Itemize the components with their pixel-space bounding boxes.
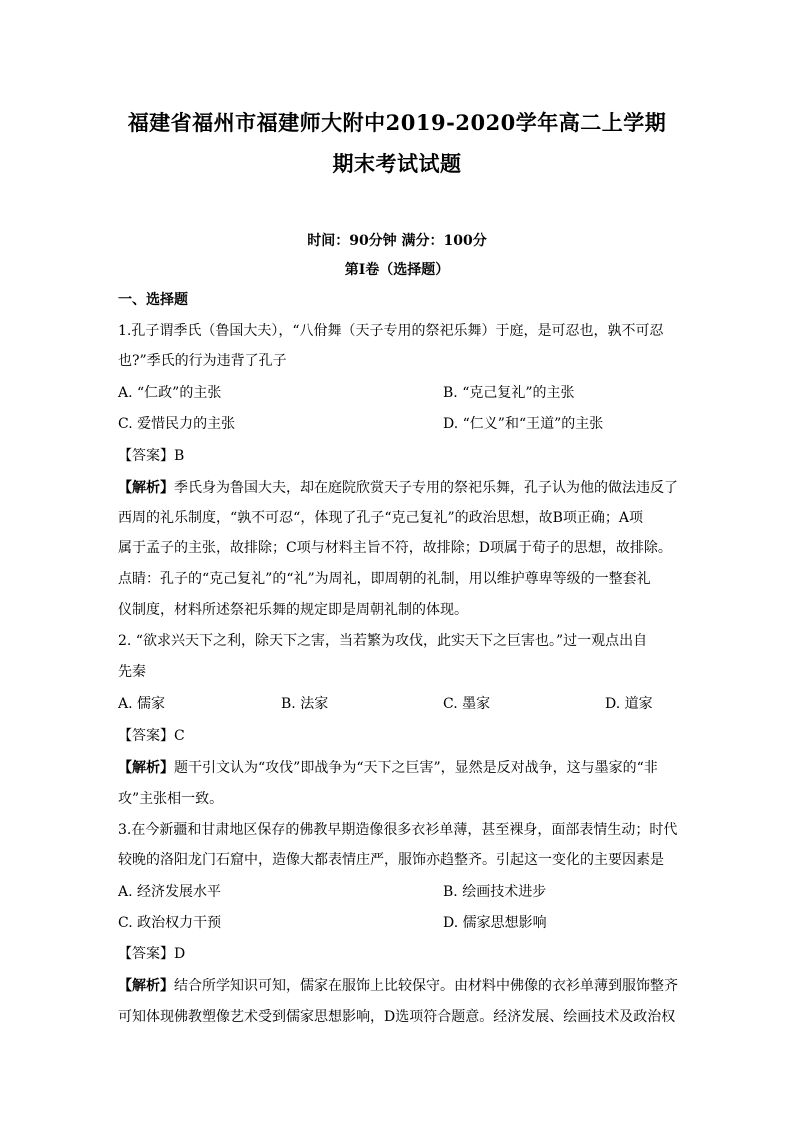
q2-option-d: D. 道家	[605, 696, 653, 712]
q3-stem-line2: 较晚的洛阳龙门石窟中，造像大都表情庄严，服饰亦趋整齐。引起这一变化的主要因素是	[118, 852, 664, 868]
q2-analysis-label: 【解析】	[118, 760, 174, 776]
q1-option-d: D. “仁义”和“王道”的主张	[443, 416, 604, 432]
q3-analysis-line1	[118, 976, 678, 996]
volume-heading: 第Ⅰ卷（选择题）	[344, 262, 450, 278]
q2-analysis-line1	[118, 758, 658, 778]
q1-analysis-line3: 属于孟子的主张，故排除；C项与材料主旨不符，故排除；D项属于荀子的思想，故排除。	[118, 540, 672, 556]
q2-option-c: C. 墨家	[443, 696, 491, 712]
q1-analysis-line2: 西周的礼乐制度，“孰不可忍“，体现了孔子“克己复礼”的政治思想，故B项正确；A项	[118, 510, 644, 526]
section-heading: 一、选择题	[118, 292, 188, 308]
q2-stem-line1: 2. “欲求兴天下之利，除天下之害，当若繁为攻伐，此实天下之巨害也。”过一观点出自	[118, 633, 648, 649]
q1-note-line1: 点睛：孔子的“克己复礼”的“礼”为周礼，即周朝的礼制，用以维护尊卑等级的一整套礼	[118, 571, 651, 587]
q3-analysis-line2: 可知体现佛教塑像艺术受到儒家思想影响，D选项符合题意。经济发展、绘画技术及政治权	[118, 1009, 676, 1025]
q3-analysis-label: 【解析】	[118, 978, 174, 994]
q3-option-b: B. 绘画技术进步	[443, 884, 547, 900]
q1-stem-line1: 1.孔子谓季氏（鲁国大夫），“八佾舞（天子专用的祭祀乐舞）于庭，是可忍也，孰不可忍	[118, 323, 664, 339]
q3-answer: 【答案】D	[118, 946, 186, 962]
q1-analysis-line1	[118, 478, 678, 498]
document-title-line1: 福建省福州市福建师大附中2019-2020学年高二上学期	[127, 110, 667, 135]
q1-stem-line2: 也?”季氏的行为违背了孔子	[118, 353, 287, 369]
q3-option-a: A. 经济发展水平	[118, 884, 222, 900]
q2-option-b: B. 法家	[281, 696, 329, 712]
q2-analysis-text: 题干引文认为“攻伐”即战争为“天下之巨害”，显然是反对战争，这与墨家的“非	[174, 760, 658, 776]
q3-analysis-text: 结合所学知识可知，儒家在服饰上比较保守。由材料中佛像的衣衫单薄到服饰整齐	[174, 978, 678, 994]
q3-option-d: D. 儒家思想影响	[443, 915, 547, 931]
q1-option-a: A. “仁政”的主张	[118, 385, 222, 401]
q1-analysis-text: 季氏身为鲁国大夫，却在庭院欣赏天子专用的祭祀乐舞，孔子认为他的做法违反了	[174, 480, 678, 496]
exam-info: 时间：90分钟 满分：100分	[307, 233, 487, 249]
q1-analysis-label: 【解析】	[118, 480, 174, 496]
q2-option-a: A. 儒家	[118, 696, 166, 712]
q1-option-c: C. 爱惜民力的主张	[118, 416, 236, 432]
q2-answer: 【答案】C	[118, 728, 185, 744]
document-title-line2: 期末考试试题	[332, 151, 462, 176]
q1-note-line2: 仪制度，材料所述祭祀乐舞的规定即是周朝礼制的体现。	[118, 602, 468, 618]
q2-stem-line2: 先秦	[118, 664, 146, 680]
q1-answer: 【答案】B	[118, 448, 185, 464]
q2-analysis-line2: 攻”主张相一致。	[118, 791, 224, 807]
q3-option-c: C. 政治权力干预	[118, 915, 222, 931]
q1-option-b: B. “克己复礼”的主张	[443, 385, 575, 401]
q3-stem-line1: 3.在今新疆和甘肃地区保存的佛教早期造像很多衣衫单薄，甚至裸身，面部表情生动；时代	[118, 822, 678, 838]
